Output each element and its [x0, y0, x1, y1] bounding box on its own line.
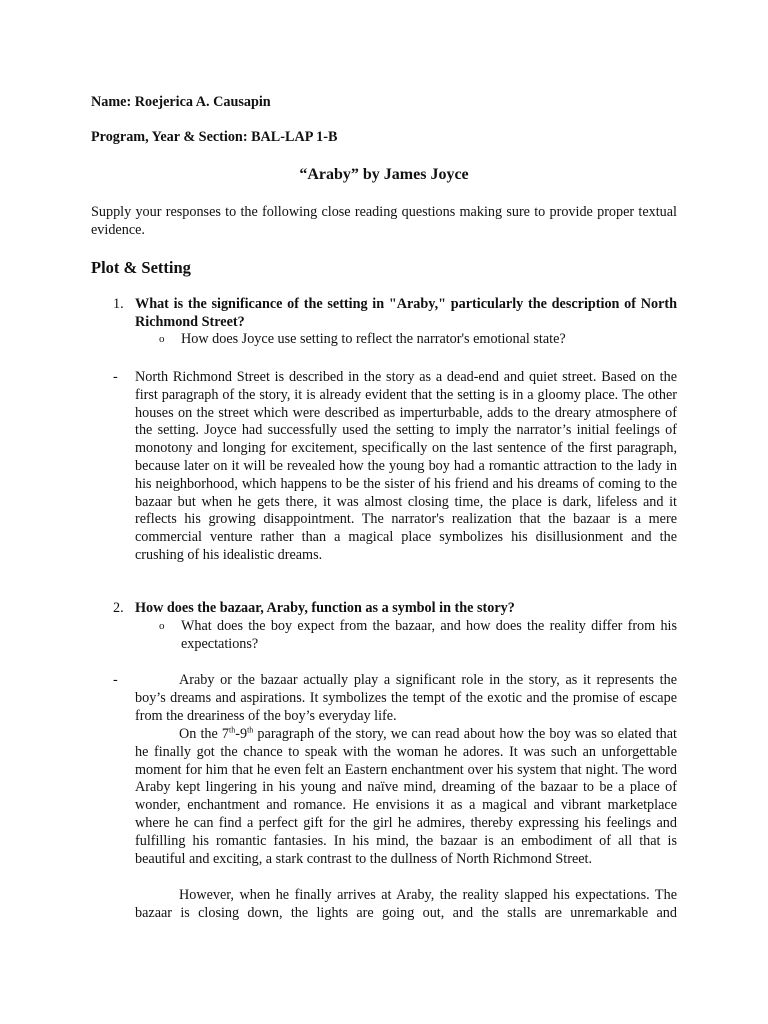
answer-2-dash: -: [113, 672, 118, 688]
answer-2-p2-rest: paragraph of the story, we can read about how the boy was so elated that he finally got the chance to speak with the woman he adores. It was such an unforgettable moment for him that he even felt an Eastern enchantment over his system that night. The word Araby kept lingering in his young and naïve mind, dreaming of the bazaar to be a place of wonder, enchantment and romance. He envisions it as a magical and vibrant marketplace where he can find a perfect gift for the girl he admires, thereby expressing his feelings and fulfilling his romantic fantasies. In his mind, the bazaar is an embodiment of all that is beautiful and exciting, a stark contrast to the dullness of North Richmond Street.: [135, 726, 677, 867]
program-year-section: Program, Year & Section: BAL-LAP 1-B: [91, 129, 338, 145]
answer-2-paragraph-1: Araby or the bazaar actually play a significant role in the story, as it represents the boy’s dreams and aspirations. It symbolizes the tempt of the exotic and the promise of escape from the dreariness of the boy’s everyday life.: [135, 672, 677, 724]
question-2-subquestion: What does the boy expect from the bazaar, and how does the reality differ from his expectations?: [181, 618, 677, 652]
question-1-bullet: o: [159, 333, 165, 345]
question-2-bullet: o: [159, 620, 165, 632]
document-title: “Araby” by James Joyce: [299, 166, 469, 183]
question-2-text: How does the bazaar, Araby, function as a symbol in the story?: [135, 600, 515, 616]
answer-2-paragraph-3: However, when he finally arrives at Araby, the reality slapped his expectations. The bazaar is closing down, the lights are going out, and the stalls are unremarkable and: [135, 887, 677, 921]
question-1-subquestion: How does Joyce use setting to reflect the narrator's emotional state?: [181, 331, 566, 347]
answer-1-dash: -: [113, 369, 118, 385]
answer-2-p2-start: On the 7: [179, 726, 230, 742]
answer-2-paragraph-2: [135, 726, 677, 868]
section-heading: Plot & Setting: [91, 258, 191, 277]
question-2-number: 2.: [113, 600, 124, 616]
student-name: Name: Roejerica A. Causapin: [91, 94, 271, 110]
ordinal-superscript-2: th: [247, 725, 254, 735]
answer-2-p2-mid: -9: [235, 726, 248, 742]
answer-1-text: North Richmond Street is described in the story as a dead-end and quiet street. Based on the first paragraph of the story, it is already evident that the setting is in a gloomy place. The other houses on the street which were described as imperturbable, adds to the dreary atmosphere of the setting. Joyce had successfully used the setting to imply the narrator’s initial feelings of monotony and longing for excitement, specifically on the last sentence of the first paragraph, because later on it will be revealed how the young boy had a romantic attraction to the lady in his neighborhood, which happens to be the sister of his friend and his dreams of coming to the bazaar but when he gets there, it was almost closing time, the place is dark, lifeless and it reflects his growing disappointment. The narrator's realization that the bazaar is a mere commercial venture rather than a magical place symbolizes his disillusionment and the crushing of his idealistic dreams.: [135, 369, 677, 563]
ordinal-superscript-1: th: [229, 725, 236, 735]
instructions: Supply your responses to the following close reading questions making sure to provide proper textual evidence.: [91, 204, 677, 238]
question-1-number: 1.: [113, 296, 124, 312]
question-1-text: What is the significance of the setting in "Araby," particularly the description of North Richmond Street?: [135, 296, 677, 330]
